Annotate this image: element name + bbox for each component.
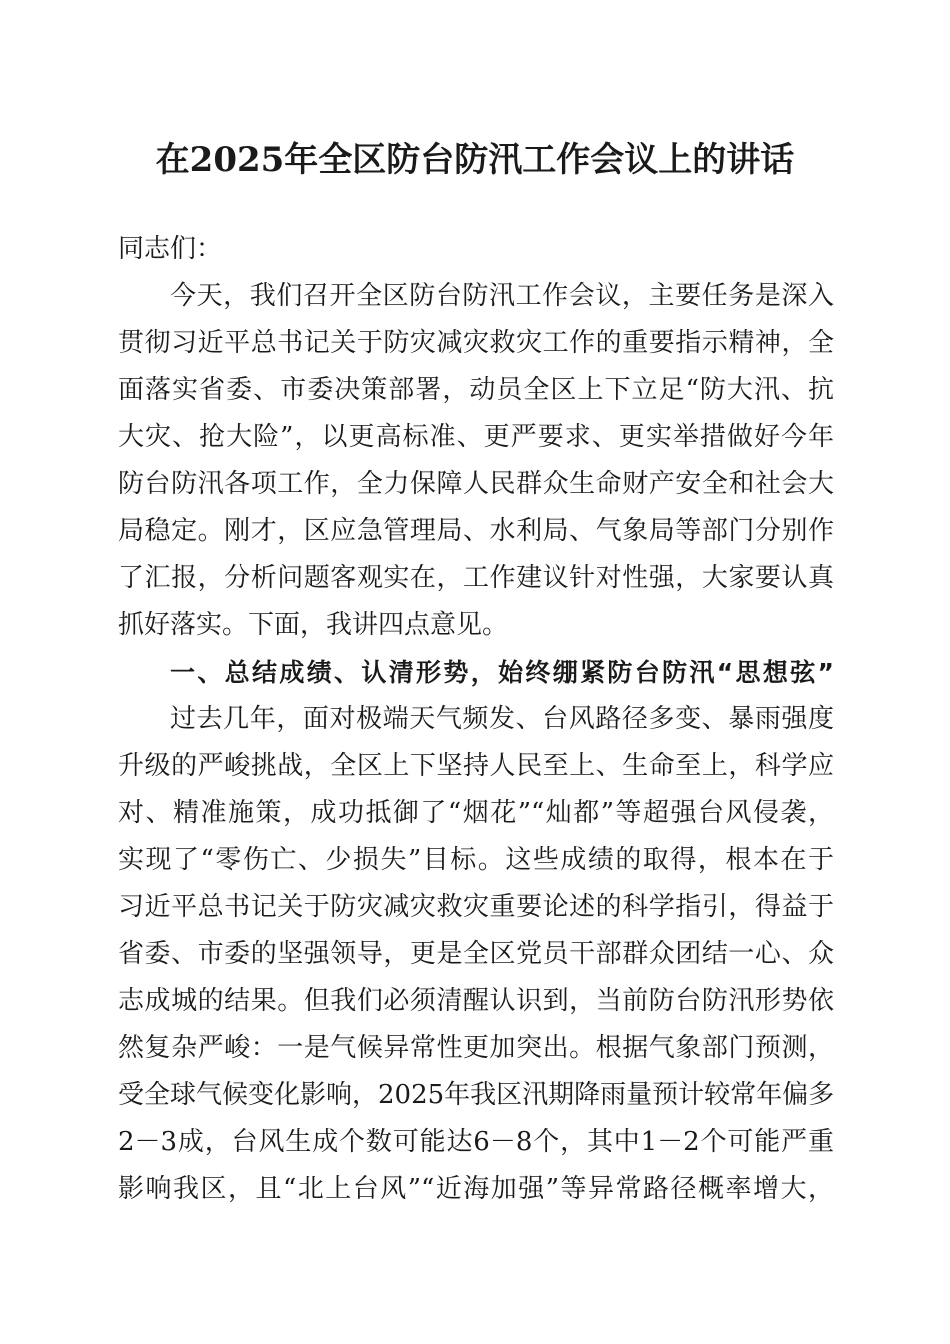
paragraph-line: 2－3成，台风生成个数可能达6－8个，其中1－2个可能严重 xyxy=(118,1127,834,1157)
paragraph-line: 志成城的结果。但我们必须清醒认识到，当前防台防汛形势依 xyxy=(118,986,834,1016)
paragraph-line: 影响我区，且“北上台风”“近海加强”等异常路径概率增大， xyxy=(118,1174,834,1204)
paragraph-line: 今天，我们召开全区防台防汛工作会议，主要任务是深入 xyxy=(170,281,834,311)
paragraph-line: 习近平总书记关于防灾减灾救灾重要论述的科学指引，得益于 xyxy=(118,892,834,922)
paragraph-line: 对、精准施策，成功抵御了“烟花”“灿都”等超强台风侵袭， xyxy=(118,798,834,828)
document-title: 在2025年全区防台防汛工作会议上的讲话 xyxy=(155,140,795,180)
document-body xyxy=(118,226,834,1213)
paragraph-line: 升级的严峻挑战，全区上下坚持人民至上、生命至上，科学应 xyxy=(118,751,834,781)
paragraph-line: 然复杂严峻：一是气候异常性更加突出。根据气象部门预测， xyxy=(118,1033,834,1063)
paragraph-line: 大灾、抢大险”，以更高标准、更严要求、更实举措做好今年 xyxy=(118,422,834,452)
paragraph-line: 贯彻习近平总书记关于防灾减灾救灾工作的重要指示精神，全 xyxy=(118,328,834,358)
paragraph-line: 抓好落实。下面，我讲四点意见。 xyxy=(118,610,509,640)
section-heading: 一、总结成绩、认清形势，始终绷紧防台防汛“思想弦” xyxy=(170,658,834,687)
paragraph-line: 了汇报，分析问题客观实在，工作建议针对性强，大家要认真 xyxy=(118,563,834,593)
paragraph-line: 局稳定。刚才，区应急管理局、水利局、气象局等部门分别作 xyxy=(118,516,834,546)
paragraph-line: 省委、市委的坚强领导，更是全区党员干部群众团结一心、众 xyxy=(118,939,834,969)
paragraph-line: 防台防汛各项工作，全力保障人民群众生命财产安全和社会大 xyxy=(118,469,834,499)
paragraph-line: 面落实省委、市委决策部署，动员全区上下立足“防大汛、抗 xyxy=(118,375,834,405)
paragraph-line: 实现了“零伤亡、少损失”目标。这些成绩的取得，根本在于 xyxy=(118,845,834,875)
paragraph-line: 受全球气候变化影响，2025年我区汛期降雨量预计较常年偏多 xyxy=(118,1080,834,1110)
salutation-line: 同志们： xyxy=(118,234,223,264)
paragraph-line: 过去几年，面对极端天气频发、台风路径多变、暴雨强度 xyxy=(170,704,834,734)
